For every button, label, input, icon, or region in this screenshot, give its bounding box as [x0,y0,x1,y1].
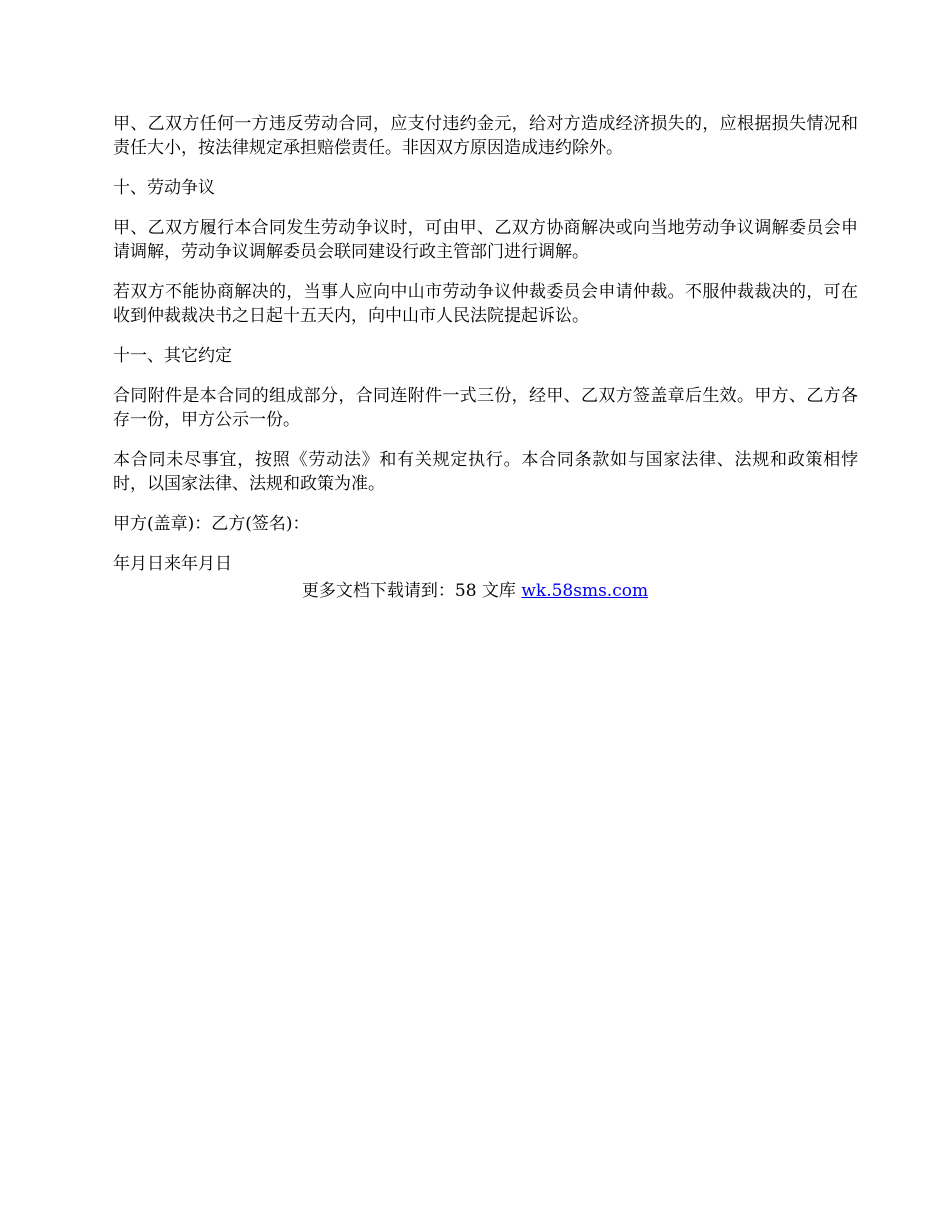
section-heading-other-terms: 十一、其它约定 [113,346,232,366]
download-footer [0,579,950,603]
paragraph-dispute-arbitration: 若双方不能协商解决的，当事人应向中山市劳动争议仲裁委员会申请仲裁。不服仲裁裁决的，可在收到仲裁裁决书之日起十五天内，向中山市人民法院提起诉讼。 [113,282,858,326]
footer-prefix: 更多文档下载请到：58 文库 [301,581,522,601]
section-heading-labor-dispute: 十、劳动争议 [113,178,215,198]
paragraph-breach-liability: 甲、乙双方任何一方违反劳动合同，应支付违约金元，给对方造成经济损失的，应根据损失情况和责任大小，按法律规定承担赔偿责任。非因双方原因造成违约除外。 [113,114,858,158]
paragraph-attachments: 合同附件是本合同的组成部分，合同连附件一式三份，经甲、乙双方签盖章后生效。甲方、乙方各存一份，甲方公示一份。 [113,386,858,430]
paragraph-dispute-mediation: 甲、乙双方履行本合同发生劳动争议时，可由甲、乙双方协商解决或向当地劳动争议调解委员会申请调解，劳动争议调解委员会联同建设行政主管部门进行调解。 [113,218,858,262]
document-body [113,112,858,592]
date-line: 年月日来年月日 [113,554,232,574]
signature-line: 甲方(盖章)：乙方(签名)： [113,514,310,534]
paragraph-unstated-matters: 本合同未尽事宜，按照《劳动法》和有关规定执行。本合同条款如与国家法律、法规和政策相悖时，以国家法律、法规和政策为准。 [113,450,858,494]
footer-link[interactable]: wk.58sms.com [521,581,649,601]
